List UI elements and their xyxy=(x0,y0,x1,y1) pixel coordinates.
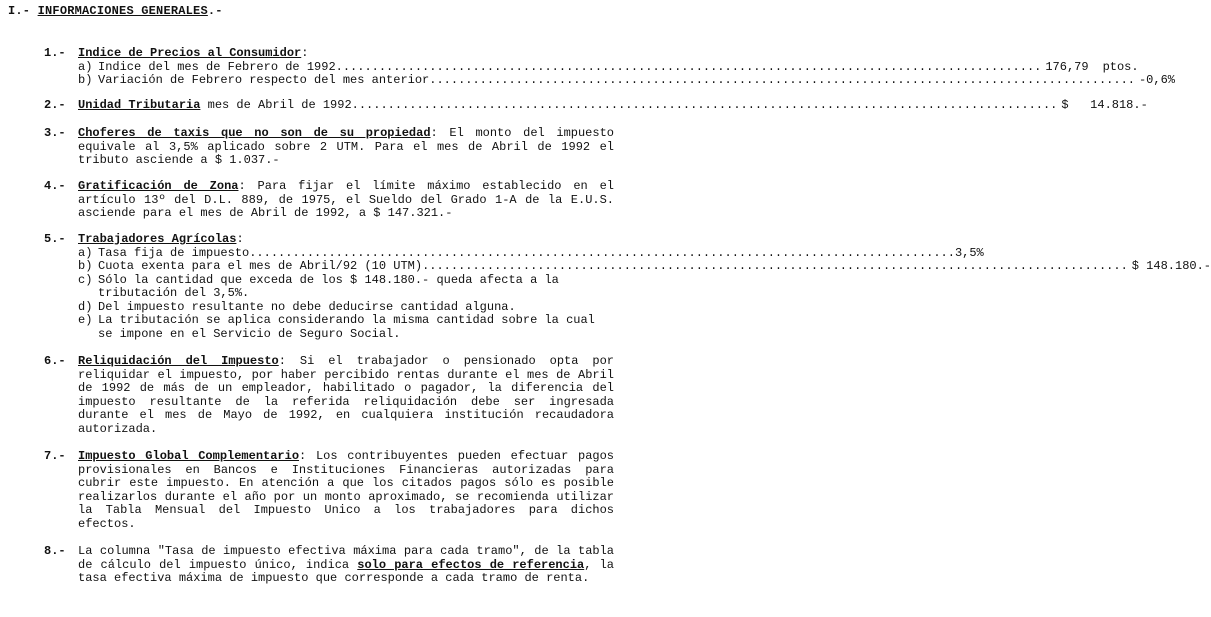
item-1a-label: a) xyxy=(78,59,93,74)
item-4-number: 4.- xyxy=(44,179,66,193)
item-8-text-before: La columna "Tasa de impuesto efectiva máxima para cada tramo", de la tabla de cálculo del impuesto único, indica xyxy=(78,544,614,572)
item-5-list xyxy=(78,245,1211,342)
item-2-text: mes de Abril de 1992 xyxy=(200,98,352,112)
item-3 xyxy=(44,127,614,168)
item-5e xyxy=(78,314,614,341)
item-5-number: 5.- xyxy=(44,232,66,246)
item-6-title: Reliquidación del Impuesto xyxy=(78,354,279,368)
leader-dots xyxy=(422,260,1128,274)
item-1-colon: : xyxy=(301,46,309,60)
item-5d-text: Del impuesto resultante no debe deducirse cantidad alguna. xyxy=(98,299,516,314)
heading-title: INFORMACIONES GENERALES xyxy=(37,4,208,18)
section-heading xyxy=(8,4,223,18)
item-5a-value: 3,5% xyxy=(954,245,984,260)
item-5c-label: c) xyxy=(78,272,93,287)
item-6-number: 6.- xyxy=(44,354,66,368)
item-8-emphasis: solo para efectos de referencia xyxy=(357,557,585,572)
item-5-heading xyxy=(78,233,614,247)
item-3-number: 3.- xyxy=(44,126,66,140)
item-1b-text: Variación de Febrero respecto del mes anterior xyxy=(98,73,430,87)
item-1-list xyxy=(78,59,1175,88)
item-5a-label: a) xyxy=(78,245,93,260)
item-5a xyxy=(78,245,984,261)
item-5c-text: Sólo la cantidad que exceda de los $ 148.180.- queda afecta a la tributación del 3,5%. xyxy=(98,272,559,300)
item-6 xyxy=(44,355,614,436)
leader-dots xyxy=(249,247,955,261)
item-4 xyxy=(44,180,614,221)
item-8 xyxy=(44,545,614,586)
item-1-heading xyxy=(78,47,614,61)
leader-dots xyxy=(429,74,1135,88)
item-5e-label: e) xyxy=(78,313,93,327)
item-3-title: Choferes de taxis que no son de su propiedad xyxy=(78,126,431,140)
item-5e-text: La tributación se aplica considerando la misma cantidad sobre la cual se impone en el Servicio de Seguro Social. xyxy=(98,313,595,341)
item-4-text: : Para fijar el límite máximo establecido en el artículo 13º del D.L. 889, de 1975, el Sueldo del Grado 1-A de la E.U.S. asciende para el mes de Abril de 1992, a $ 147.321.- xyxy=(78,179,614,220)
item-4-title: Gratificación de Zona xyxy=(78,179,239,193)
item-1a-value: 176,79 xyxy=(1045,59,1089,74)
item-5-title: Trabajadores Agrícolas xyxy=(78,232,237,246)
item-1 xyxy=(44,46,1175,88)
item-3-text: : El monto del impuesto equivale al 3,5% aplicado sobre 2 UTM. Para el mes de Abril de 1992 el tributo asciende a $ 1.037.- xyxy=(78,126,614,167)
item-5 xyxy=(44,232,1211,341)
leader-dots xyxy=(352,99,1058,113)
item-2-body xyxy=(78,98,1148,113)
item-5b-text: Cuota exenta para el mes de Abril/92 (10 UTM) xyxy=(98,259,423,273)
item-1b-value: -0,6% xyxy=(1138,73,1175,87)
item-5b-label: b) xyxy=(78,259,93,273)
heading-number: I.- xyxy=(8,4,31,18)
item-1b-label: b) xyxy=(78,73,93,87)
heading-suffix: .- xyxy=(207,4,223,18)
leader-dots xyxy=(336,61,1042,75)
item-5d xyxy=(78,301,614,315)
item-7-number: 7.- xyxy=(44,449,66,463)
item-1a xyxy=(78,59,1139,75)
item-2 xyxy=(44,98,1148,113)
item-5-colon: : xyxy=(236,232,244,246)
item-2-number: 2.- xyxy=(44,98,66,112)
item-2-title: Unidad Tributaria xyxy=(78,98,201,112)
item-4-body xyxy=(78,180,614,221)
item-5c xyxy=(78,274,614,301)
item-2-value: $ 14.818.- xyxy=(1061,98,1148,112)
item-5b-value: $ 148.180.- xyxy=(1131,259,1211,273)
item-5d-label: d) xyxy=(78,299,93,314)
item-6-text: : Si el trabajador o pensionado opta por reliquidar el impuesto, por haber percibido rentas durante el mes de Abril de 1992 de más de un empleador, habilitado o pagador, la diferencia del impuesto resultante de la referida reliquidación debe ser ingresada durante el mes de Mayo de 1992, en cualquiera institución recaudadora autorizada. xyxy=(78,354,615,436)
item-7 xyxy=(44,450,614,531)
item-7-body xyxy=(78,450,614,531)
item-8-text-after: , la tasa efectiva máxima de impuesto que corresponde a cada tramo de renta. xyxy=(78,557,614,585)
item-5b xyxy=(78,259,1211,274)
item-5a-text: Tasa fija de impuesto xyxy=(98,245,250,260)
item-1-title: Indice de Precios al Consumidor xyxy=(78,46,302,60)
item-8-body xyxy=(78,545,614,586)
item-7-title: Impuesto Global Complementario xyxy=(78,449,300,463)
item-1-number: 1.- xyxy=(44,46,66,60)
item-8-number: 8.- xyxy=(44,544,66,558)
item-1a-unit: ptos. xyxy=(1102,59,1139,74)
item-1a-text: Indice del mes de Febrero de 1992 xyxy=(98,59,336,74)
item-6-body xyxy=(78,355,614,436)
item-3-body xyxy=(78,127,614,168)
item-1b xyxy=(78,73,1175,88)
item-7-text: : Los contribuyentes pueden efectuar pagos provisionales en Bancos e Instituciones Financieras autorizadas para cubrir este impuesto. En atención a que los citados pagos sólo es posible realizarlos durante el año por un monto aproximado, se recomienda utilizar la Tabla Mensual del Impuesto Unico a los trabajadores para dichos efectos. xyxy=(78,449,614,531)
